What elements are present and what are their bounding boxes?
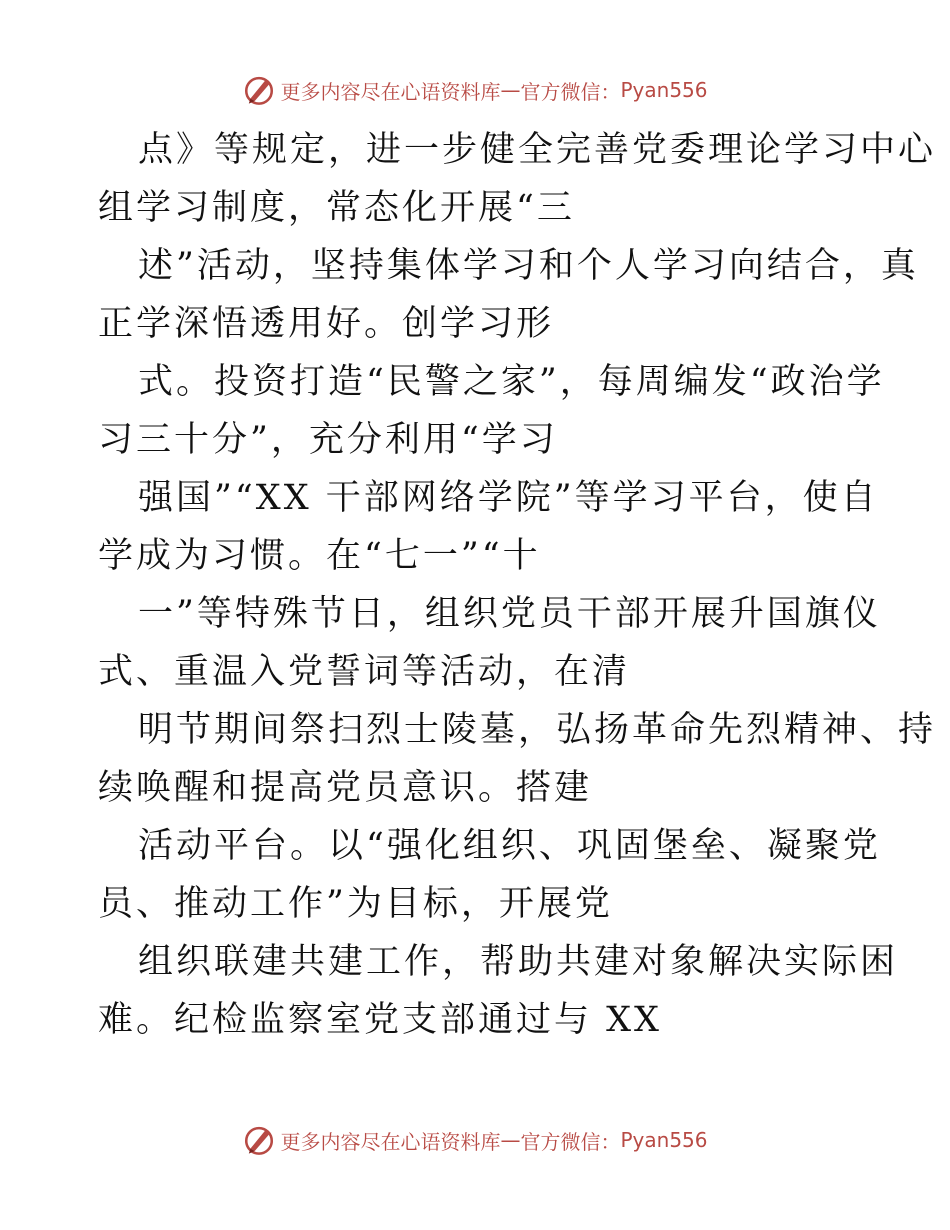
text-line: 习三十分”，充分利用“学习: [98, 420, 558, 460]
text-line: 明节期间祭扫烈士陵墓，弘扬革命先烈精神、持: [138, 710, 937, 750]
text-line: 学成为习惯。在“七一”“十: [98, 536, 541, 576]
pen-logo-icon: [242, 73, 276, 107]
watermark-wechat-id: Pyan556: [620, 78, 708, 102]
watermark-site: 更多内容尽在心语资料库: [280, 1129, 501, 1154]
watermark-wechat-label: 官方微信：: [520, 1129, 621, 1154]
text-line: 强国”“XX 干部网络学院”等学习平台，使自: [138, 478, 879, 518]
text-line: 式。投资打造“民警之家”，每周编发“政治学: [138, 362, 885, 402]
text-line: 式、重温入党誓词等活动，在清: [98, 652, 631, 692]
text-line: 组织联建共建工作，帮助共建对象解决实际困: [138, 942, 899, 982]
text-line: 难。纪检监察室党支部通过与 XX: [98, 1000, 662, 1040]
watermark-wechat-id: Pyan556: [620, 1128, 708, 1152]
pen-logo-icon: [242, 1123, 276, 1157]
watermark-dash: —: [500, 1128, 521, 1152]
text-line: 续唤醒和提高党员意识。搭建: [98, 768, 593, 808]
header-watermark: [0, 70, 950, 110]
text-line: 述”活动，坚持集体学习和个人学习向结合，真: [138, 246, 919, 286]
watermark-wechat-label: 官方微信：: [520, 79, 621, 104]
text-line: 组学习制度，常态化开展“三: [98, 188, 575, 228]
watermark-site: 更多内容尽在心语资料库: [280, 79, 501, 104]
footer-watermark: [0, 1120, 950, 1160]
watermark-dash: —: [500, 78, 521, 102]
text-line: 点》等规定，进一步健全完善党委理论学习中心: [138, 130, 937, 170]
text-line: 一”等特殊节日，组织党员干部开展升国旗仪: [138, 594, 881, 634]
text-line: 员、推动工作”为目标，开展党: [98, 884, 613, 924]
text-line: 正学深悟透用好。创学习形: [98, 304, 555, 344]
text-line: 活动平台。以“强化组织、巩固堡垒、凝聚党: [138, 826, 881, 866]
